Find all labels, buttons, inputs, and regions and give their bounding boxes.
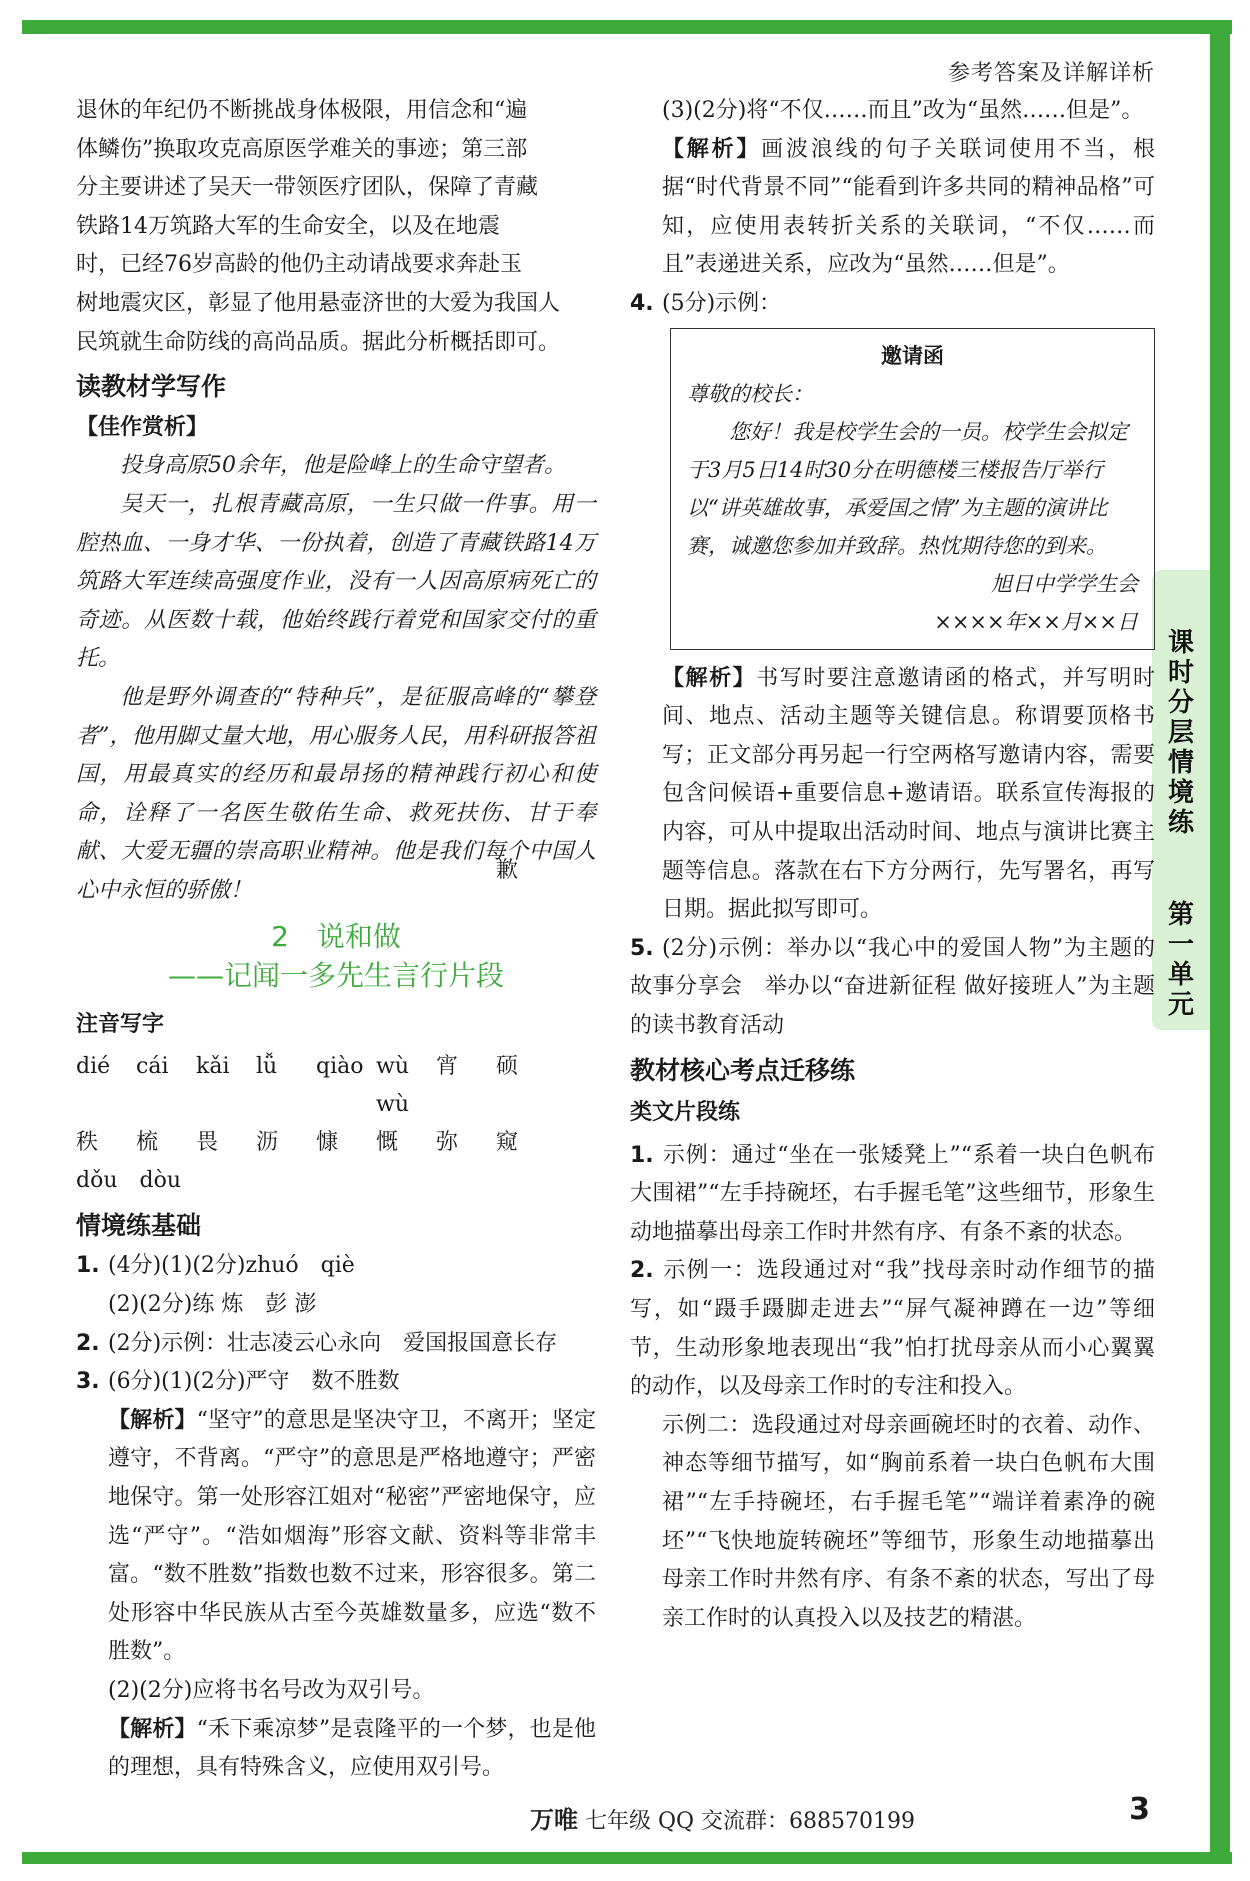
question-1: 1. (4分)(1)(2分)zhuó qiè	[76, 1253, 355, 1279]
lesson-subtitle: ——记闻一多先生言行片段	[167, 959, 504, 993]
intro-paragraph: 退休的年纪仍不断挑战身体极限，用信念和“遍 体鳞伤”换取攻克高原医学难关的事迹；第三部 分主要讲述了吴天一带领医疗团队，保障了青藏 铁路14万筑路大军的生命安全，以及在地震 时，已经76岁高龄的他仍主动请战要求奔赴玉 树地震灾区，彰显了他用悬壶济世的大爱为我国人 民筑就生命防线的高尚品质。据此分析概括即可。	[76, 98, 561, 355]
question-3-part-2: (2)(2分)应将书名号改为双引号。	[108, 1677, 435, 1703]
invitation-letter	[670, 328, 1155, 650]
appreciation-paragraph: 他是野外调查的“特种兵”，是征服高峰的“攀登者”，他用脚丈量大地，用心服务人民，用科研报答祖国，用最真实的经历和最昂扬的精神践行初心和使命，诠释了一名医生敬佑生命、救死扶伤、甘于奉献、大爱无疆的崇高职业精神。他是我们每个中国人心中永恒的骄傲！	[76, 684, 596, 903]
letter-title: 邀请函	[881, 343, 944, 368]
section-heading-phonetic: 注音写字	[76, 1011, 165, 1037]
letter-date: ××××年××月××日	[934, 609, 1138, 634]
phonetic-grid: dié cái kǎi lǚ qiào wù wù 宵 硕	[76, 1054, 519, 1118]
phonetic-extra: 歉	[496, 858, 519, 883]
side-tab-series: 课 时 分 层 情 境 练	[1167, 628, 1194, 838]
section-heading-core: 教材核心考点迁移练	[630, 1055, 856, 1085]
lesson-title: 2 说和做	[271, 920, 401, 954]
letter-signature: 旭日中学学生会	[991, 571, 1138, 596]
question-2: 2. (2分)示例：壮志凌云心永向 爱国报国意长存	[76, 1330, 558, 1356]
question-1-part-2: (2)(2分)练 炼 彭 澎	[108, 1292, 317, 1318]
analysis: 【解析】书写时要注意邀请函的格式，并写明时间、地点、活动主题等关键信息。称谓要顶格书写；正文部分再另起一行空两格写邀请内容，需要包含问候语+重要信息+邀请语。联系宣传海报的内容，可从中提取出活动时间、地点与演讲比赛主题等信息。落款在右下方分两行，先写署名，再写日期。据此拟写即可。	[662, 665, 1155, 923]
right-column	[630, 92, 1155, 1638]
analysis: 【解析】“坚守”的意思是坚决守卫，不离开；坚定遵守，不背离。“严守”的意思是严格地遵守；严密地保守。第一处形容江姐对“秘密”严密地保守，应选“严守”。“浩如烟海”形容文献、资料等非常丰富。“数不胜数”指数也数不过来，形容很多。第二处形容中华民族从古至今英雄数量多，应选“数不胜数”。	[108, 1407, 596, 1665]
side-tab-unit: 第 一 单 元	[1167, 900, 1194, 1020]
bottom-border	[22, 1852, 1232, 1864]
letter-body: 您好！我是校学生会的一员。校学生会拟定于3月5日14时30分在明德楼三楼报告厅举行以“讲英雄故事，承爱国之情”为主题的演讲比赛，诚邀您参加并致辞。热忱期待您的到来。	[687, 419, 1128, 558]
section-heading-basics: 情境练基础	[76, 1210, 202, 1240]
top-border	[22, 20, 1232, 34]
question-3: 3. (6分)(1)(2分)严守 数不胜数	[76, 1369, 400, 1395]
phonetic-grid: 秩 梳 畏 沥 慷 慨 弥 窥	[76, 1130, 519, 1156]
page-number: 3	[1129, 1792, 1150, 1827]
section-heading-similar: 类文片段练	[630, 1100, 741, 1126]
section-heading-read-write: 读教材学写作	[76, 372, 227, 402]
question-3-part-3: (3)(2分)将“不仅……而且”改为“虽然……但是”。	[662, 98, 1144, 123]
appreciation-tag: 【佳作赏析】	[76, 414, 209, 440]
appreciation-paragraph: 投身高原50余年，他是险峰上的生命守望者。	[120, 453, 566, 479]
letter-greeting: 尊敬的校长：	[687, 381, 813, 406]
similar-question-2-example-2: 示例二：选段通过对母亲画碗坯时的衣着、动作、神态等细节描写，如“胸前系着一块白色帆布大围裙”“左手持碗坯，右手握毛笔”“端详着素净的碗坯”“飞快地旋转碗坯”等细节，形象生动地描摹出母亲工作时井然有序、有条不紊的状态，写出了母亲工作时的认真投入以及技艺的精湛。	[662, 1412, 1155, 1631]
similar-question-1: 1. 示例：通过“坐在一张矮凳上”“系着一块白色帆布大围裙”“左手持碗坯，右手握毛笔”这些细节，形象生动地描摹出母亲工作时井然有序、有条不紊的状态。	[630, 1142, 1155, 1245]
analysis: 【解析】画波浪线的句子关联词使用不当，根据“时代背景不同”“能看到许多共同的精神品格”可知，应使用表转折关系的关联词，“不仅……而且”表递进关系，应改为“虽然……但是”。	[662, 136, 1155, 278]
running-title: 参考答案及详解详析	[947, 61, 1155, 86]
left-column	[76, 92, 596, 1788]
right-border	[1210, 20, 1230, 1860]
similar-question-2: 2. 示例一：选段通过对“我”找母亲时动作细节的描写，如“蹑手蹑脚走进去”“屏气凝神蹲在一边”等细节，生动形象地表现出“我”怕打扰母亲从而小心翼翼的动作，以及母亲工作时的专注和投入。	[630, 1258, 1155, 1400]
analysis: 【解析】“禾下乘凉梦”是袁隆平的一个梦，也是他的理想，具有特殊含义，应使用双引号。	[108, 1716, 596, 1781]
question-5: 5. (2分)示例：举办以“我心中的爱国人物”为主题的故事分享会 举办以“奋进新征程 做好接班人”为主题的读书教育活动	[630, 935, 1155, 1038]
phonetic-row: dǒu dòu	[76, 1168, 181, 1194]
footer-brand: 万唯 七年级 QQ 交流群：688570199	[530, 1806, 916, 1834]
appreciation-paragraph: 吴天一，扎根青藏高原，一生只做一件事。用一腔热血、一身才华、一份执着，创造了青藏铁路14万筑路大军连续高强度作业，没有一人因高原病死亡的奇迹。从医数十载，他始终践行着党和国家交付的重托。	[76, 491, 596, 672]
question-4: 4. (5分)示例：	[630, 290, 782, 316]
